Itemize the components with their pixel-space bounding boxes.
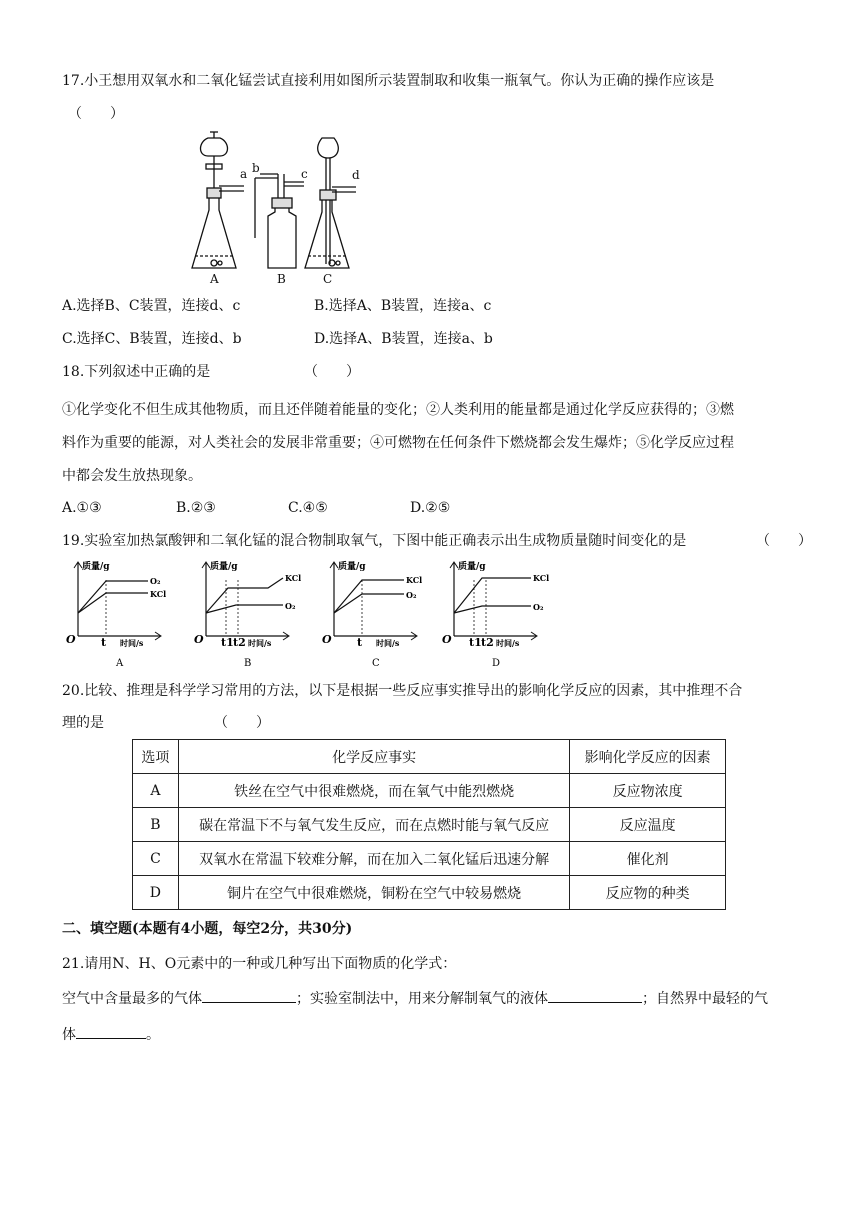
q21-line-1: [62, 986, 768, 1010]
q21-line-2: [62, 1022, 160, 1046]
graph-option-label: D: [492, 658, 501, 669]
upper-series-label: KCl: [533, 573, 550, 583]
q19-stem: 19.实验室加热氯酸钾和二氧化锰的混合物制取氧气，下图中能正确表示出生成物质量随时间变化的是: [62, 533, 687, 549]
q18-option-b: B.②③: [176, 500, 216, 516]
row-factor: 反应温度: [570, 808, 726, 842]
table-row: [133, 842, 726, 876]
q18-body-line-3: 中都会发生放热现象。: [62, 468, 202, 484]
tick-label: t1: [221, 636, 234, 649]
tick-label: t: [357, 636, 363, 649]
label-b: b: [252, 161, 260, 175]
q17-option-c: C.选择C、B装置，连接d、b: [62, 331, 242, 347]
graph-D: [442, 560, 549, 669]
q21-stem: 21.请用N、H、O元素中的一种或几种写出下面物质的化学式：: [62, 956, 457, 972]
q21-part-3: ；自然界中最轻的气: [642, 991, 768, 1007]
tick-label: t1: [469, 636, 482, 649]
lower-curve: [78, 593, 148, 613]
label-A: A: [210, 272, 219, 286]
graph-option-label: A: [116, 658, 124, 669]
label-C: C: [323, 272, 333, 286]
header-option: 选项: [133, 740, 179, 774]
table-row: [133, 876, 726, 910]
q21-part-5: 。: [146, 1027, 160, 1043]
q20-answer-bracket: （ ）: [214, 715, 270, 731]
row-fact: 铁丝在空气中很难燃烧，而在氧气中能烈燃烧: [178, 774, 569, 808]
label-c: c: [301, 167, 308, 181]
q17-apparatus-figure: [180, 128, 400, 288]
header-fact: 化学反应事实: [178, 740, 569, 774]
q20-table: [132, 739, 726, 910]
q18-stem: 18.下列叙述中正确的是: [62, 364, 211, 380]
lower-series-label: O₂: [533, 602, 544, 612]
x-axis-label: 时间/s: [120, 638, 144, 648]
q21-part-2: ；实验室制法中，用来分解制氧气的液体: [296, 991, 548, 1007]
apparatus-a: [192, 132, 244, 268]
row-option: B: [133, 808, 179, 842]
upper-series-label: O₂: [150, 576, 161, 586]
tick-label: t2: [481, 636, 494, 649]
origin-label: O: [194, 633, 204, 646]
q20-stem-line-1: 20.比较、推理是科学学习常用的方法，以下是根据一些反应事实推导出的影响化学反应的因素，其中推理不合: [62, 683, 743, 699]
graph-C: [322, 560, 422, 669]
q18-option-d: D.②⑤: [410, 500, 451, 516]
q21-blank-3[interactable]: [76, 1022, 146, 1039]
origin-label: O: [66, 633, 76, 646]
row-factor: 反应物浓度: [570, 774, 726, 808]
q18-body-line-2: 料作为重要的能源，对人类社会的发展非常重要；④可燃物在任何条件下燃烧都会发生爆炸；⑤化学反应过程: [62, 435, 734, 451]
tick-label: t: [101, 636, 107, 649]
q20-stem-line-2: 理的是: [62, 715, 104, 731]
q17-option-b: B.选择A、B装置，连接a、c: [314, 298, 492, 314]
lower-series-label: O₂: [406, 590, 417, 600]
upper-curve: [206, 578, 283, 613]
table-header-row: [133, 740, 726, 774]
apparatus-c: [305, 138, 356, 268]
y-axis-label: 质量/g: [338, 562, 366, 572]
lower-series-label: KCl: [150, 589, 167, 599]
q18-answer-bracket: （ ）: [304, 364, 360, 380]
table-row: [133, 774, 726, 808]
q17-stem: 17.小王想用双氧水和二氧化锰尝试直接利用如图所示装置制取和收集一瓶氧气。你认为正确的操作应该是: [62, 73, 715, 89]
lower-curve: [334, 594, 404, 613]
q21-blank-2[interactable]: [548, 986, 642, 1003]
graph-option-label: B: [244, 658, 252, 669]
section-2-title: 二、填空题(本题有4小题，每空2分，共30分): [62, 921, 353, 937]
q21-blank-1[interactable]: [202, 986, 296, 1003]
q18-option-a: A.①③: [62, 500, 102, 516]
x-axis-label: 时间/s: [376, 638, 400, 648]
upper-curve: [334, 580, 404, 613]
q19-answer-bracket: （ ）: [756, 533, 812, 549]
header-factor: 影响化学反应的因素: [570, 740, 726, 774]
graph-A: [66, 560, 166, 669]
row-option: A: [133, 774, 179, 808]
row-fact: 碳在常温下不与氧气发生反应，而在点燃时能与氧气反应: [178, 808, 569, 842]
q18-option-c: C.④⑤: [288, 500, 328, 516]
q21-part-4: 体: [62, 1027, 76, 1043]
graph-option-label: C: [372, 658, 380, 669]
lower-curve: [454, 606, 531, 613]
upper-curve: [454, 578, 531, 613]
tick-label: t2: [233, 636, 246, 649]
q19-graphs: [60, 558, 560, 676]
lower-curve: [206, 605, 283, 613]
upper-series-label: KCl: [406, 575, 423, 585]
label-B: B: [277, 272, 286, 286]
row-option: D: [133, 876, 179, 910]
graph-B: [194, 560, 301, 669]
row-fact: 双氧水在常温下较难分解，而在加入二氧化锰后迅速分解: [178, 842, 569, 876]
label-a: a: [240, 167, 248, 181]
y-axis-label: 质量/g: [210, 562, 238, 572]
lower-series-label: O₂: [285, 601, 296, 611]
q18-body-line-1: ①化学变化不但生成其他物质，而且还伴随着能量的变化；②人类利用的能量都是通过化学反应获得的；③燃: [62, 402, 734, 418]
row-fact: 铜片在空气中很难燃烧，铜粉在空气中较易燃烧: [178, 876, 569, 910]
y-axis-label: 质量/g: [82, 562, 110, 572]
origin-label: O: [322, 633, 332, 646]
q17-answer-bracket: （ ）: [68, 106, 124, 122]
q17-option-a: A.选择B、C装置，连接d、c: [62, 298, 241, 314]
upper-series-label: KCl: [285, 573, 302, 583]
upper-curve: [78, 581, 148, 613]
label-d: d: [352, 168, 360, 182]
row-factor: 反应物的种类: [570, 876, 726, 910]
y-axis-label: 质量/g: [458, 562, 486, 572]
row-option: C: [133, 842, 179, 876]
q21-part-1: 空气中含量最多的气体: [62, 991, 202, 1007]
apparatus-b: [255, 174, 304, 268]
q17-option-d: D.选择A、B装置，连接a、b: [314, 331, 493, 347]
row-factor: 催化剂: [570, 842, 726, 876]
table-row: [133, 808, 726, 842]
origin-label: O: [442, 633, 452, 646]
x-axis-label: 时间/s: [496, 638, 520, 648]
x-axis-label: 时间/s: [248, 638, 272, 648]
